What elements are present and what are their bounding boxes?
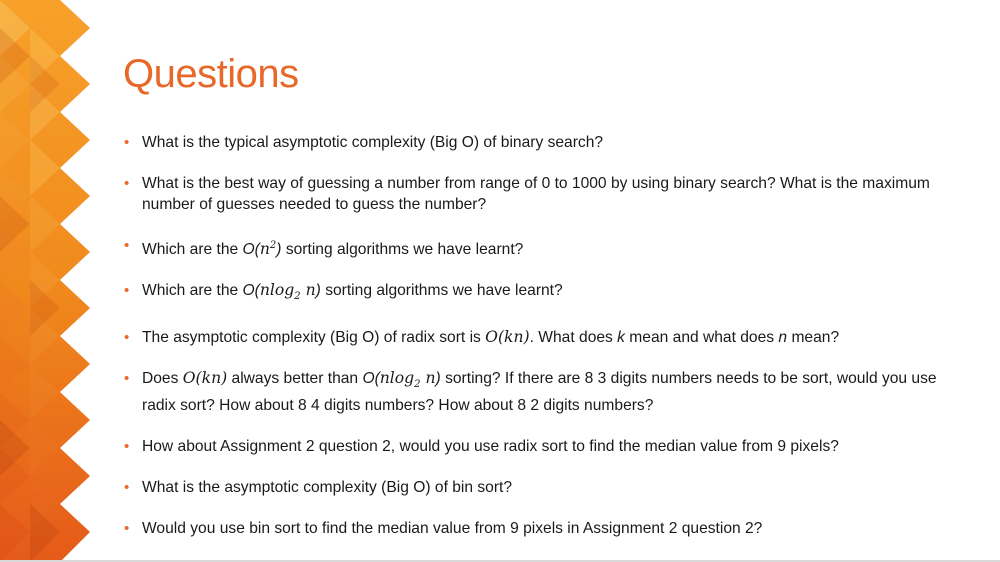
question-text-prefix: Which are the <box>142 282 243 300</box>
big-o-close: ) <box>315 282 321 300</box>
question-text-suffix: sorting? If there are 8 3 digits numbers needs to be sort, would you use radix sort? How about 8 4 digits numbers? How about 8 2 digits numbers? <box>142 370 937 415</box>
question-item <box>124 477 974 498</box>
question-item <box>124 235 974 260</box>
question-text-prefix: Which are the <box>142 241 243 259</box>
bullet-icon: • <box>124 520 130 538</box>
bullet-icon: • <box>124 438 130 456</box>
question-text: Would you use bin sort to find the median value from 9 pixels in Assignment 2 question 2? <box>142 520 763 538</box>
question-text-mid: always better than <box>227 370 363 388</box>
big-o-close: ) <box>435 370 441 388</box>
question-item <box>124 436 974 457</box>
math-expression: n <box>259 240 270 259</box>
math-expression: nlog <box>259 281 295 300</box>
question-text-suffix: sorting algorithms we have learnt? <box>281 241 524 259</box>
question-item <box>124 327 974 348</box>
math-subscript: 2 <box>294 291 301 303</box>
question-text-mid-2: mean and what does <box>624 329 779 347</box>
big-o-prefix: O( <box>362 370 380 388</box>
slide-title: Questions <box>123 52 299 96</box>
question-text: What is the typical asymptotic complexity (Big O) of binary search? <box>142 134 604 151</box>
question-item <box>124 132 974 153</box>
big-o-prefix: O( <box>242 282 260 300</box>
question-text: How about Assignment 2 question 2, would you use radix sort to find the median value from 9 pixels? <box>142 438 839 456</box>
question-text: What is the best way of guessing a number from range of 0 to 1000 by using binary search? What is the maximum number of guesses needed to guess the number? <box>142 175 930 213</box>
math-expression-2: nlog <box>379 369 415 388</box>
question-text-suffix: mean? <box>787 329 840 347</box>
question-text: What is the asymptotic complexity (Big O) of bin sort? <box>142 479 513 497</box>
variable-k: k <box>617 329 625 347</box>
question-list <box>124 132 974 559</box>
question-text-suffix: sorting algorithms we have learnt? <box>320 282 563 300</box>
bullet-icon: • <box>124 237 130 254</box>
math-expression: O(kn) <box>485 328 530 347</box>
math-expression: O(kn) <box>182 369 228 388</box>
question-text-mid: . What does <box>529 329 618 347</box>
question-item <box>124 518 974 539</box>
question-text-prefix: Does <box>142 370 183 388</box>
question-item <box>124 368 974 416</box>
question-text-prefix: The asymptotic complexity (Big O) of radix sort is <box>142 329 486 347</box>
bullet-icon: • <box>124 282 130 300</box>
variable-n: n <box>778 329 788 347</box>
math-subscript: 2 <box>414 379 421 391</box>
bullet-icon: • <box>124 175 130 192</box>
bullet-icon: • <box>124 370 130 388</box>
big-o-prefix: O( <box>242 241 260 259</box>
math-expression-2: n <box>300 281 316 300</box>
bullet-icon: • <box>124 329 130 347</box>
big-o-close: ) <box>276 241 282 259</box>
bullet-icon: • <box>124 479 130 497</box>
math-expression-3: n <box>420 369 436 388</box>
question-item <box>124 173 974 215</box>
question-item <box>124 280 974 307</box>
decorative-triangle-bar <box>0 0 90 562</box>
math-superscript: 2 <box>269 240 277 251</box>
bullet-icon: • <box>124 134 130 151</box>
